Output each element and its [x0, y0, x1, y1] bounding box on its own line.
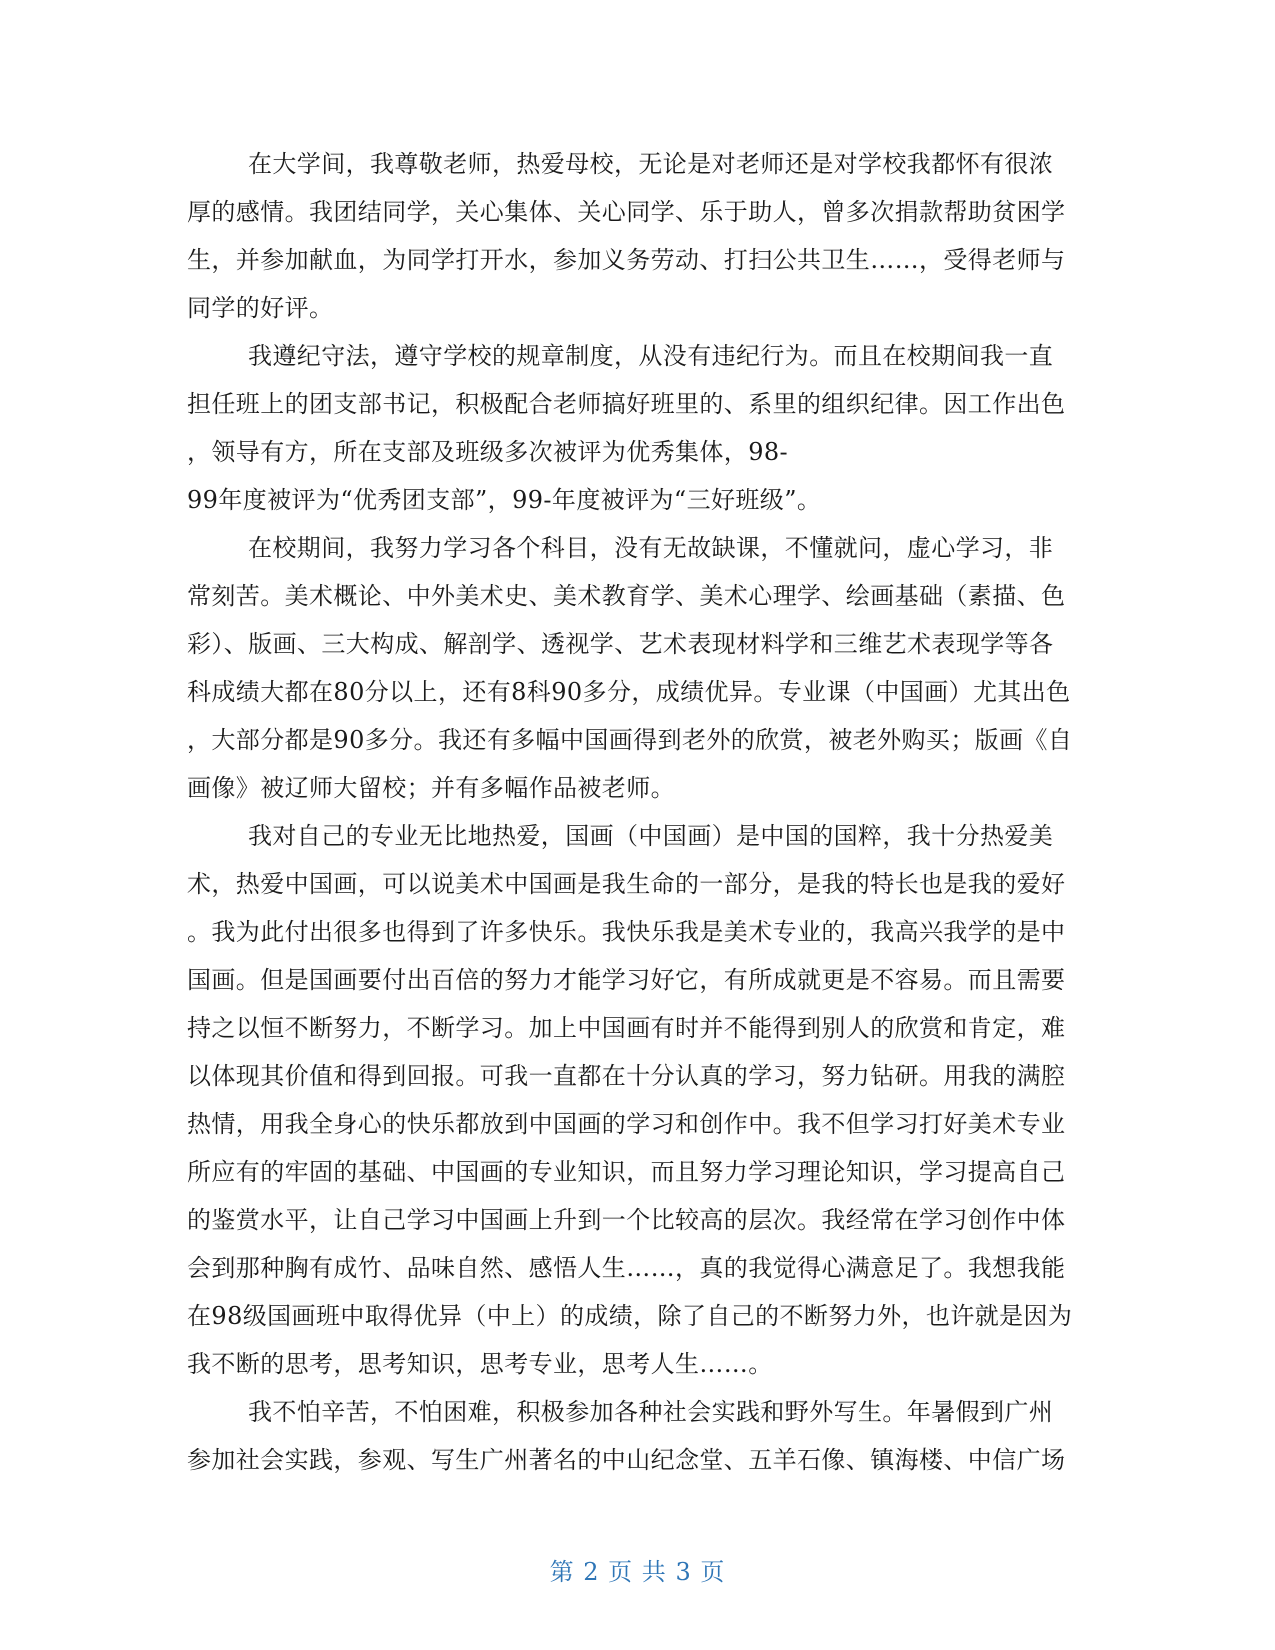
text-line: 我对自己的专业无比地热爱，国画（中国画）是中国的国粹，我十分热爱美 [248, 822, 1054, 850]
text-line: 热情，用我全身心的快乐都放到中国画的学习和创作中。我不但学习打好美术专业 [187, 1110, 1066, 1138]
text-line: 我遵纪守法，遵守学校的规章制度，从没有违纪行为。而且在校期间我一直 [248, 342, 1054, 370]
text-line: 在大学间，我尊敬老师，热爱母校，无论是对老师还是对学校我都怀有很浓 [248, 150, 1054, 178]
text-line: 的鉴赏水平，让自己学习中国画上升到一个比较高的层次。我经常在学习创作中体 [187, 1206, 1066, 1234]
text-line: ，大部分都是90多分。我还有多幅中国画得到老外的欣赏，被老外购买；版画《自 [187, 726, 1073, 754]
text-line: 我不断的思考，思考知识，思考专业，思考人生……。 [187, 1350, 773, 1378]
text-line: 在校期间，我努力学习各个科目，没有无故缺课，不懂就问，虚心学习，非 [248, 534, 1054, 562]
text-line: 画像》被辽师大留校；并有多幅作品被老师。 [187, 774, 675, 802]
text-line: 科成绩大都在80分以上，还有8科90多分，成绩优异。专业课（中国画）尤其出色 [187, 678, 1071, 706]
paragraph-2 [187, 332, 1087, 524]
text-line: 99年度被评为“优秀团支部”，99-年度被评为“三好班级”。 [187, 486, 822, 514]
text-line: 厚的感情。我团结同学，关心集体、关心同学、乐于助人，曾多次捐款帮助贫困学 [187, 198, 1066, 226]
paragraph-1 [187, 140, 1087, 332]
paragraph-5 [187, 1388, 1087, 1484]
text-line: 常刻苦。美术概论、中外美术史、美术教育学、美术心理学、绘画基础（素描、色 [187, 582, 1066, 610]
text-line: 。我为此付出很多也得到了许多快乐。我快乐我是美术专业的，我高兴我学的是中 [187, 918, 1066, 946]
text-line: 所应有的牢固的基础、中国画的专业知识，而且努力学习理论知识，学习提高自己 [187, 1158, 1066, 1186]
text-line: ，领导有方，所在支部及班级多次被评为优秀集体，98- [187, 438, 789, 466]
page-number-footer: 第 2 页 共 3 页 [549, 1558, 726, 1586]
text-line: 在98级国画班中取得优异（中上）的成绩，除了自己的不断努力外，也许就是因为 [187, 1302, 1073, 1330]
text-line: 同学的好评。 [187, 294, 334, 322]
text-line: 会到那种胸有成竹、品味自然、感悟人生……，真的我觉得心满意足了。我想我能 [187, 1254, 1066, 1282]
text-line: 彩）、版画、三大构成、解剖学、透视学、艺术表现材料学和三维艺术表现学等各 [187, 630, 1054, 658]
text-line: 国画。但是国画要付出百倍的努力才能学习好它，有所成就更是不容易。而且需要 [187, 966, 1066, 994]
body-text [187, 140, 1087, 1484]
text-line: 我不怕辛苦，不怕困难，积极参加各种社会实践和野外写生。年暑假到广州 [248, 1398, 1054, 1426]
text-line: 持之以恒不断努力，不断学习。加上中国画有时并不能得到别人的欣赏和肯定，难 [187, 1014, 1066, 1042]
text-line: 参加社会实践，参观、写生广州著名的中山纪念堂、五羊石像、镇海楼、中信广场 [187, 1446, 1066, 1474]
paragraph-3 [187, 524, 1087, 812]
text-line: 以体现其价值和得到回报。可我一直都在十分认真的学习，努力钻研。用我的满腔 [187, 1062, 1066, 1090]
paragraph-4 [187, 812, 1087, 1388]
text-line: 术，热爱中国画，可以说美术中国画是我生命的一部分，是我的特长也是我的爱好 [187, 870, 1066, 898]
text-line: 生，并参加献血，为同学打开水，参加义务劳动、打扫公共卫生……，受得老师与 [187, 246, 1066, 274]
text-line: 担任班上的团支部书记，积极配合老师搞好班里的、系里的组织纪律。因工作出色 [187, 390, 1066, 418]
